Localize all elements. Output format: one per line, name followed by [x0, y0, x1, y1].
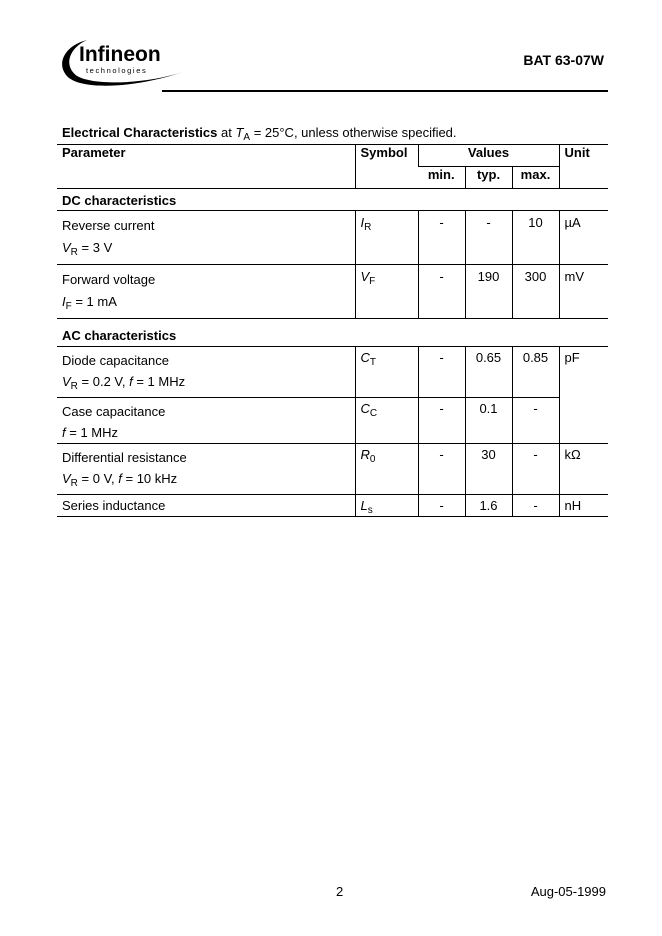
- row-min: -: [418, 347, 465, 398]
- symbol-letter: I: [360, 215, 365, 230]
- condition-subscript: F: [65, 301, 72, 312]
- condition-symbol: I: [62, 294, 66, 309]
- header-values: Values: [418, 145, 559, 167]
- section-ac-label: AC characteristics: [62, 328, 177, 343]
- condition-symbol: V: [62, 374, 71, 389]
- part-number: BAT 63-07W: [523, 52, 604, 68]
- condition-symbol: V: [62, 240, 71, 255]
- electrical-characteristics-table: [57, 144, 608, 517]
- row-typ: 0.1: [465, 398, 512, 444]
- row-symbol: [355, 265, 418, 319]
- caption-symbol: T: [235, 125, 244, 140]
- row-symbol: [355, 347, 418, 398]
- condition-value-2: = 1 MHz: [132, 374, 186, 389]
- row-symbol: [355, 444, 418, 495]
- row-max: 0.85: [512, 347, 559, 398]
- row-typ: 190: [465, 265, 512, 319]
- parameter-name: Case capacitance: [62, 404, 166, 419]
- parameter-name: Differential resistance: [62, 450, 187, 465]
- row-parameter: [57, 211, 355, 265]
- condition-value: = 0.2 V,: [77, 374, 130, 389]
- section-ac: [57, 319, 608, 347]
- symbol-letter: L: [360, 498, 368, 513]
- table-row: [57, 444, 608, 495]
- infineon-logo: [55, 28, 185, 92]
- parameter-name: Reverse current: [62, 218, 155, 233]
- row-symbol: [355, 495, 418, 517]
- header-max: max.: [512, 167, 559, 189]
- logo-tagline: technologies: [86, 66, 148, 75]
- row-max: -: [512, 398, 559, 444]
- symbol-subscript: T: [369, 357, 376, 368]
- row-unit: nH: [559, 495, 608, 517]
- table-row: [57, 495, 608, 517]
- table-caption: [62, 125, 457, 143]
- row-min: -: [418, 398, 465, 444]
- row-min: -: [418, 265, 465, 319]
- symbol-subscript: C: [369, 408, 378, 419]
- condition-value: = 1 mA: [71, 294, 117, 309]
- symbol-letter: C: [360, 401, 370, 416]
- row-min: -: [418, 444, 465, 495]
- row-unit: mV: [559, 265, 608, 319]
- condition-subscript: R: [70, 381, 78, 392]
- header-parameter: Parameter: [57, 145, 355, 189]
- row-unit: pF: [559, 347, 608, 444]
- header-typ: typ.: [465, 167, 512, 189]
- row-unit: µA: [559, 211, 608, 265]
- row-typ: 0.65: [465, 347, 512, 398]
- section-dc: [57, 189, 608, 211]
- row-max: 300: [512, 265, 559, 319]
- row-parameter: [57, 495, 355, 517]
- row-typ: 30: [465, 444, 512, 495]
- condition-subscript: R: [70, 247, 78, 258]
- condition-symbol-2: f: [129, 374, 133, 389]
- condition-value-2: = 10 kHz: [121, 471, 178, 486]
- parameter-name: Series inductance: [62, 498, 166, 513]
- caption-condition: = 25°C, unless otherwise specified.: [250, 125, 457, 140]
- row-max: -: [512, 444, 559, 495]
- symbol-letter: C: [360, 350, 370, 365]
- symbol-letter: V: [360, 269, 370, 284]
- caption-title: Electrical Characteristics: [62, 125, 218, 140]
- condition-symbol-2: f: [118, 471, 122, 486]
- condition-subscript: R: [70, 478, 78, 489]
- condition-value: = 1 MHz: [65, 425, 118, 440]
- row-min: -: [418, 211, 465, 265]
- header-min: min.: [418, 167, 465, 189]
- caption-subscript: A: [243, 132, 251, 143]
- header-row-1: [57, 145, 608, 167]
- row-max: 10: [512, 211, 559, 265]
- table-row: [57, 265, 608, 319]
- row-min: -: [418, 495, 465, 517]
- row-parameter: [57, 444, 355, 495]
- symbol-subscript: s: [367, 505, 373, 516]
- row-parameter: [57, 347, 355, 398]
- row-max: -: [512, 495, 559, 517]
- header-unit: Unit: [559, 145, 608, 189]
- parameter-name: Diode capacitance: [62, 353, 169, 368]
- row-parameter: [57, 398, 355, 444]
- table-row: [57, 347, 608, 398]
- table-row: [57, 211, 608, 265]
- condition-symbol: f: [62, 425, 66, 440]
- table-row: [57, 398, 608, 444]
- row-unit: kΩ: [559, 444, 608, 495]
- caption-at: at: [217, 125, 236, 140]
- symbol-letter: R: [360, 447, 370, 462]
- header-rule: [162, 90, 608, 92]
- condition-value: = 3 V: [77, 240, 113, 255]
- symbol-subscript: F: [369, 276, 376, 287]
- parameter-name: Forward voltage: [62, 272, 156, 287]
- header-symbol: Symbol: [355, 145, 418, 189]
- section-dc-label: DC characteristics: [57, 189, 608, 211]
- symbol-subscript: R: [364, 222, 372, 233]
- row-symbol: [355, 211, 418, 265]
- symbol-subscript: 0: [369, 454, 376, 465]
- row-symbol: [355, 398, 418, 444]
- row-parameter: [57, 265, 355, 319]
- row-typ: 1.6: [465, 495, 512, 517]
- row-typ: -: [465, 211, 512, 265]
- condition-symbol: V: [62, 471, 71, 486]
- condition-value: = 0 V,: [77, 471, 119, 486]
- page-number: 2: [336, 884, 344, 899]
- document-date: Aug-05-1999: [530, 884, 606, 899]
- logo-wordmark: Infineon: [79, 43, 161, 66]
